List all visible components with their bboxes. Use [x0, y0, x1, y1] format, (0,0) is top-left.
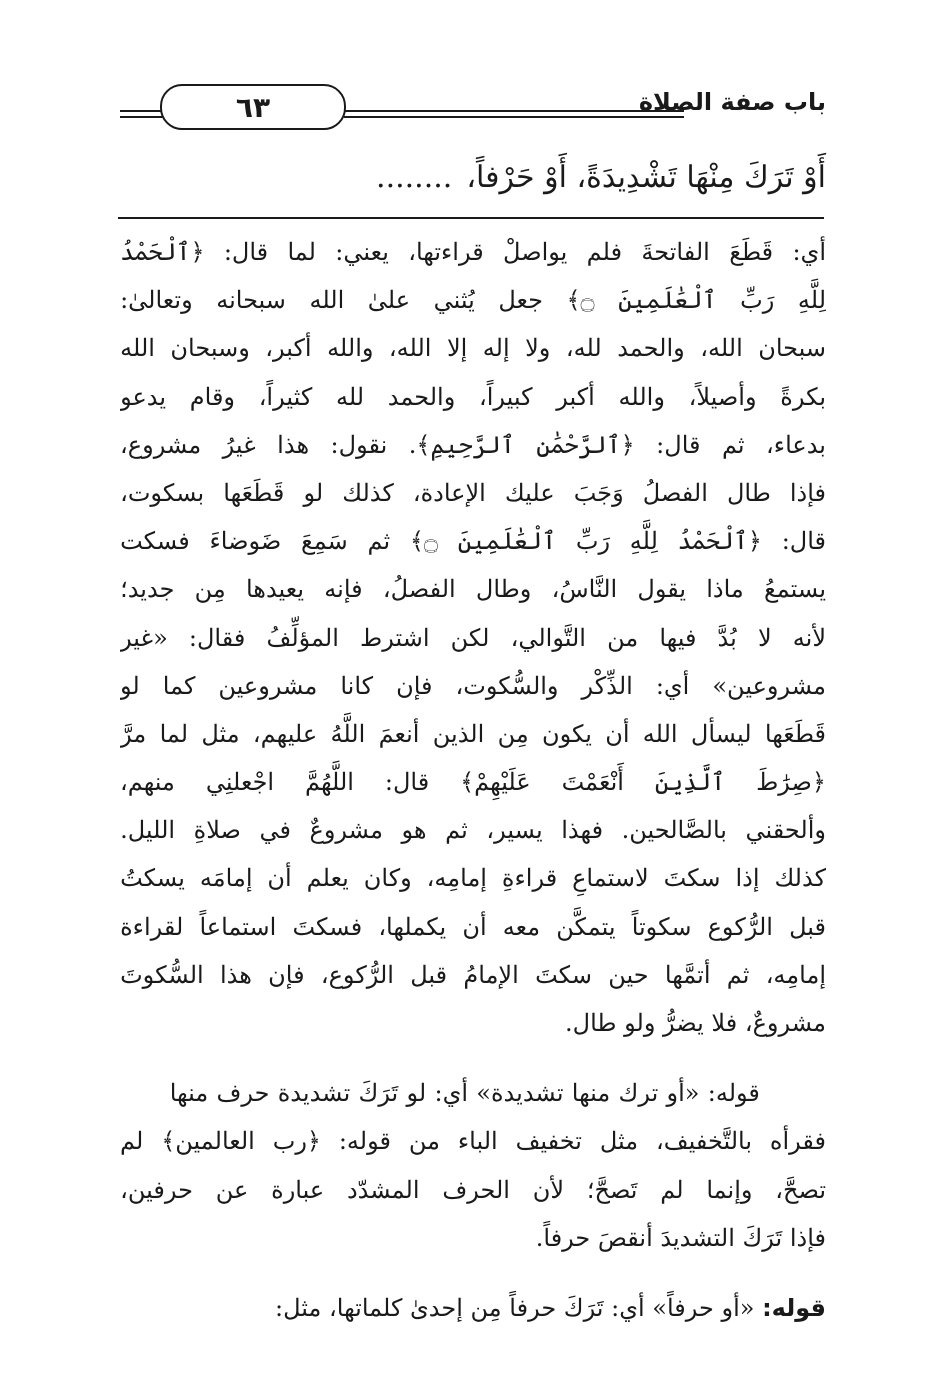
matn-dots: ........ — [376, 160, 453, 195]
paragraph-1 — [120, 228, 826, 1047]
text-line: بكرةً وأصيلاً، والله أكبر كبيراً، والحمد لله كثيراً، وقام يدعو — [120, 382, 826, 411]
qawluhu-label: قوله: — [762, 1293, 826, 1322]
chapter-title: باب صفة الصلاة — [638, 88, 826, 116]
text-line: قَطَعَها ليسأل الله أن يكون مِن الذين أنعمَ اللَّهُ عليهم، مثل لما مرَّ — [120, 719, 826, 748]
page-header — [120, 84, 826, 134]
text-line: لأنه لا بُدَّ فيها من التَّوالي، لكن اشترط المؤلِّفُ فقال: «غير — [120, 623, 826, 652]
text-line: يستمعُ ماذا يقول النَّاسُ، وطال الفصلُ، فإنه يعيدها مِن جديد؛ — [120, 575, 826, 604]
text-line: قال: ﴿ٱلْحَمْدُ لِلَّهِ رَبِّ ٱلْعَٰلَمِينَ ۝﴾ ثم سَمِعَ ضَوضاءَ فسكت — [120, 527, 826, 556]
text-line: قوله: «أو ترك منها تشديدة» أي: لو تَرَكَ تشديدة حرف منها — [169, 1079, 760, 1108]
text-line: قبل الرُّكوع سكوتاً يتمكَّن معه أن يكملها، فسكتَ استماعاً لقراءة — [120, 912, 826, 941]
text-span: أي: تَرَكَ حرفاً مِن إحدىٰ كلماتها، مثل: — [275, 1293, 645, 1322]
header-rule — [120, 110, 164, 112]
text-line: إمامِه، ثم أتمَّها حين سكتَ الإمامُ قبل الرُّكوع، فإن هذا السُّكوتَ — [120, 960, 826, 989]
text-line: فإذا تَرَكَ التشديدَ أنقصَ حرفاً. — [535, 1223, 826, 1252]
matn-quote: «أو حرفاً» — [652, 1293, 755, 1322]
text-line: ﴿صِرَٰطَ ٱلَّذِينَ أَنْعَمْتَ عَلَيْهِمْ﴾ قال: اللَّهُمَّ اجْعلنِي منهم، — [120, 768, 826, 797]
text-line: مشروعين» أي: الذِّكْر والسُّكوت، فإن كانا مشروعين كما لو — [120, 671, 826, 700]
text-line: فقرأه بالتَّخفيف، مثل تخفيف الباء من قوله: ﴿رب العالمين﴾ لم — [120, 1127, 826, 1156]
header-rule — [120, 116, 164, 118]
paragraph-3 — [120, 1284, 826, 1332]
matn-line — [120, 150, 826, 206]
paragraph-2 — [120, 1069, 826, 1262]
commentary-body — [120, 228, 826, 1332]
text-line: فإذا طال الفصلُ وَجَبَ عليك الإعادة، كذلك لو قَطَعَها بسكوت، — [120, 478, 826, 507]
page-number: ٦٣ — [160, 84, 346, 130]
header-rule — [344, 110, 684, 112]
matn-separator — [118, 217, 824, 219]
text-line: لِلَّهِ رَبِّ ٱلْعَٰلَمِينَ ۝﴾ جعل يُثني علىٰ الله سبحانه وتعالىٰ: — [120, 286, 826, 315]
text-line: مشروعٌ، فلا يضرُّ ولو طال. — [565, 1009, 826, 1037]
text-line: بدعاء، ثم قال: ﴿ٱلرَّحْمَٰنِ ٱلرَّحِيمِ﴾. نقول: هذا غيرُ مشروع، — [120, 430, 826, 459]
header-rule — [344, 116, 684, 118]
text-line: وألحقني بالصَّالحين. فهذا يسير، ثم هو مشروعٌ في صلاةِ الليل. — [120, 816, 826, 845]
text-line: أي: قَطَعَ الفاتحةَ فلم يواصلْ قراءتها، يعني: لما قال: ﴿ٱلْحَمْدُ — [120, 238, 826, 266]
text-line: سبحان الله، والحمد لله، ولا إله إلا الله، والله أكبر، وسبحان الله — [120, 334, 826, 363]
text-line — [120, 1284, 826, 1332]
text-line: تصحَّ، وإنما لم تَصحَّ؛ لأن الحرف المشدّد عبارة عن حرفين، — [120, 1175, 826, 1204]
text-line: كذلك إذا سكتَ لاستماعِ قراءةِ إمامِه، وكان يعلم أن إمامَه يسكتُ — [120, 864, 826, 893]
matn-text: أَوْ تَرَكَ مِنْهَا تَشْدِيدَةً، أَوْ حَرْفاً، — [466, 160, 826, 195]
